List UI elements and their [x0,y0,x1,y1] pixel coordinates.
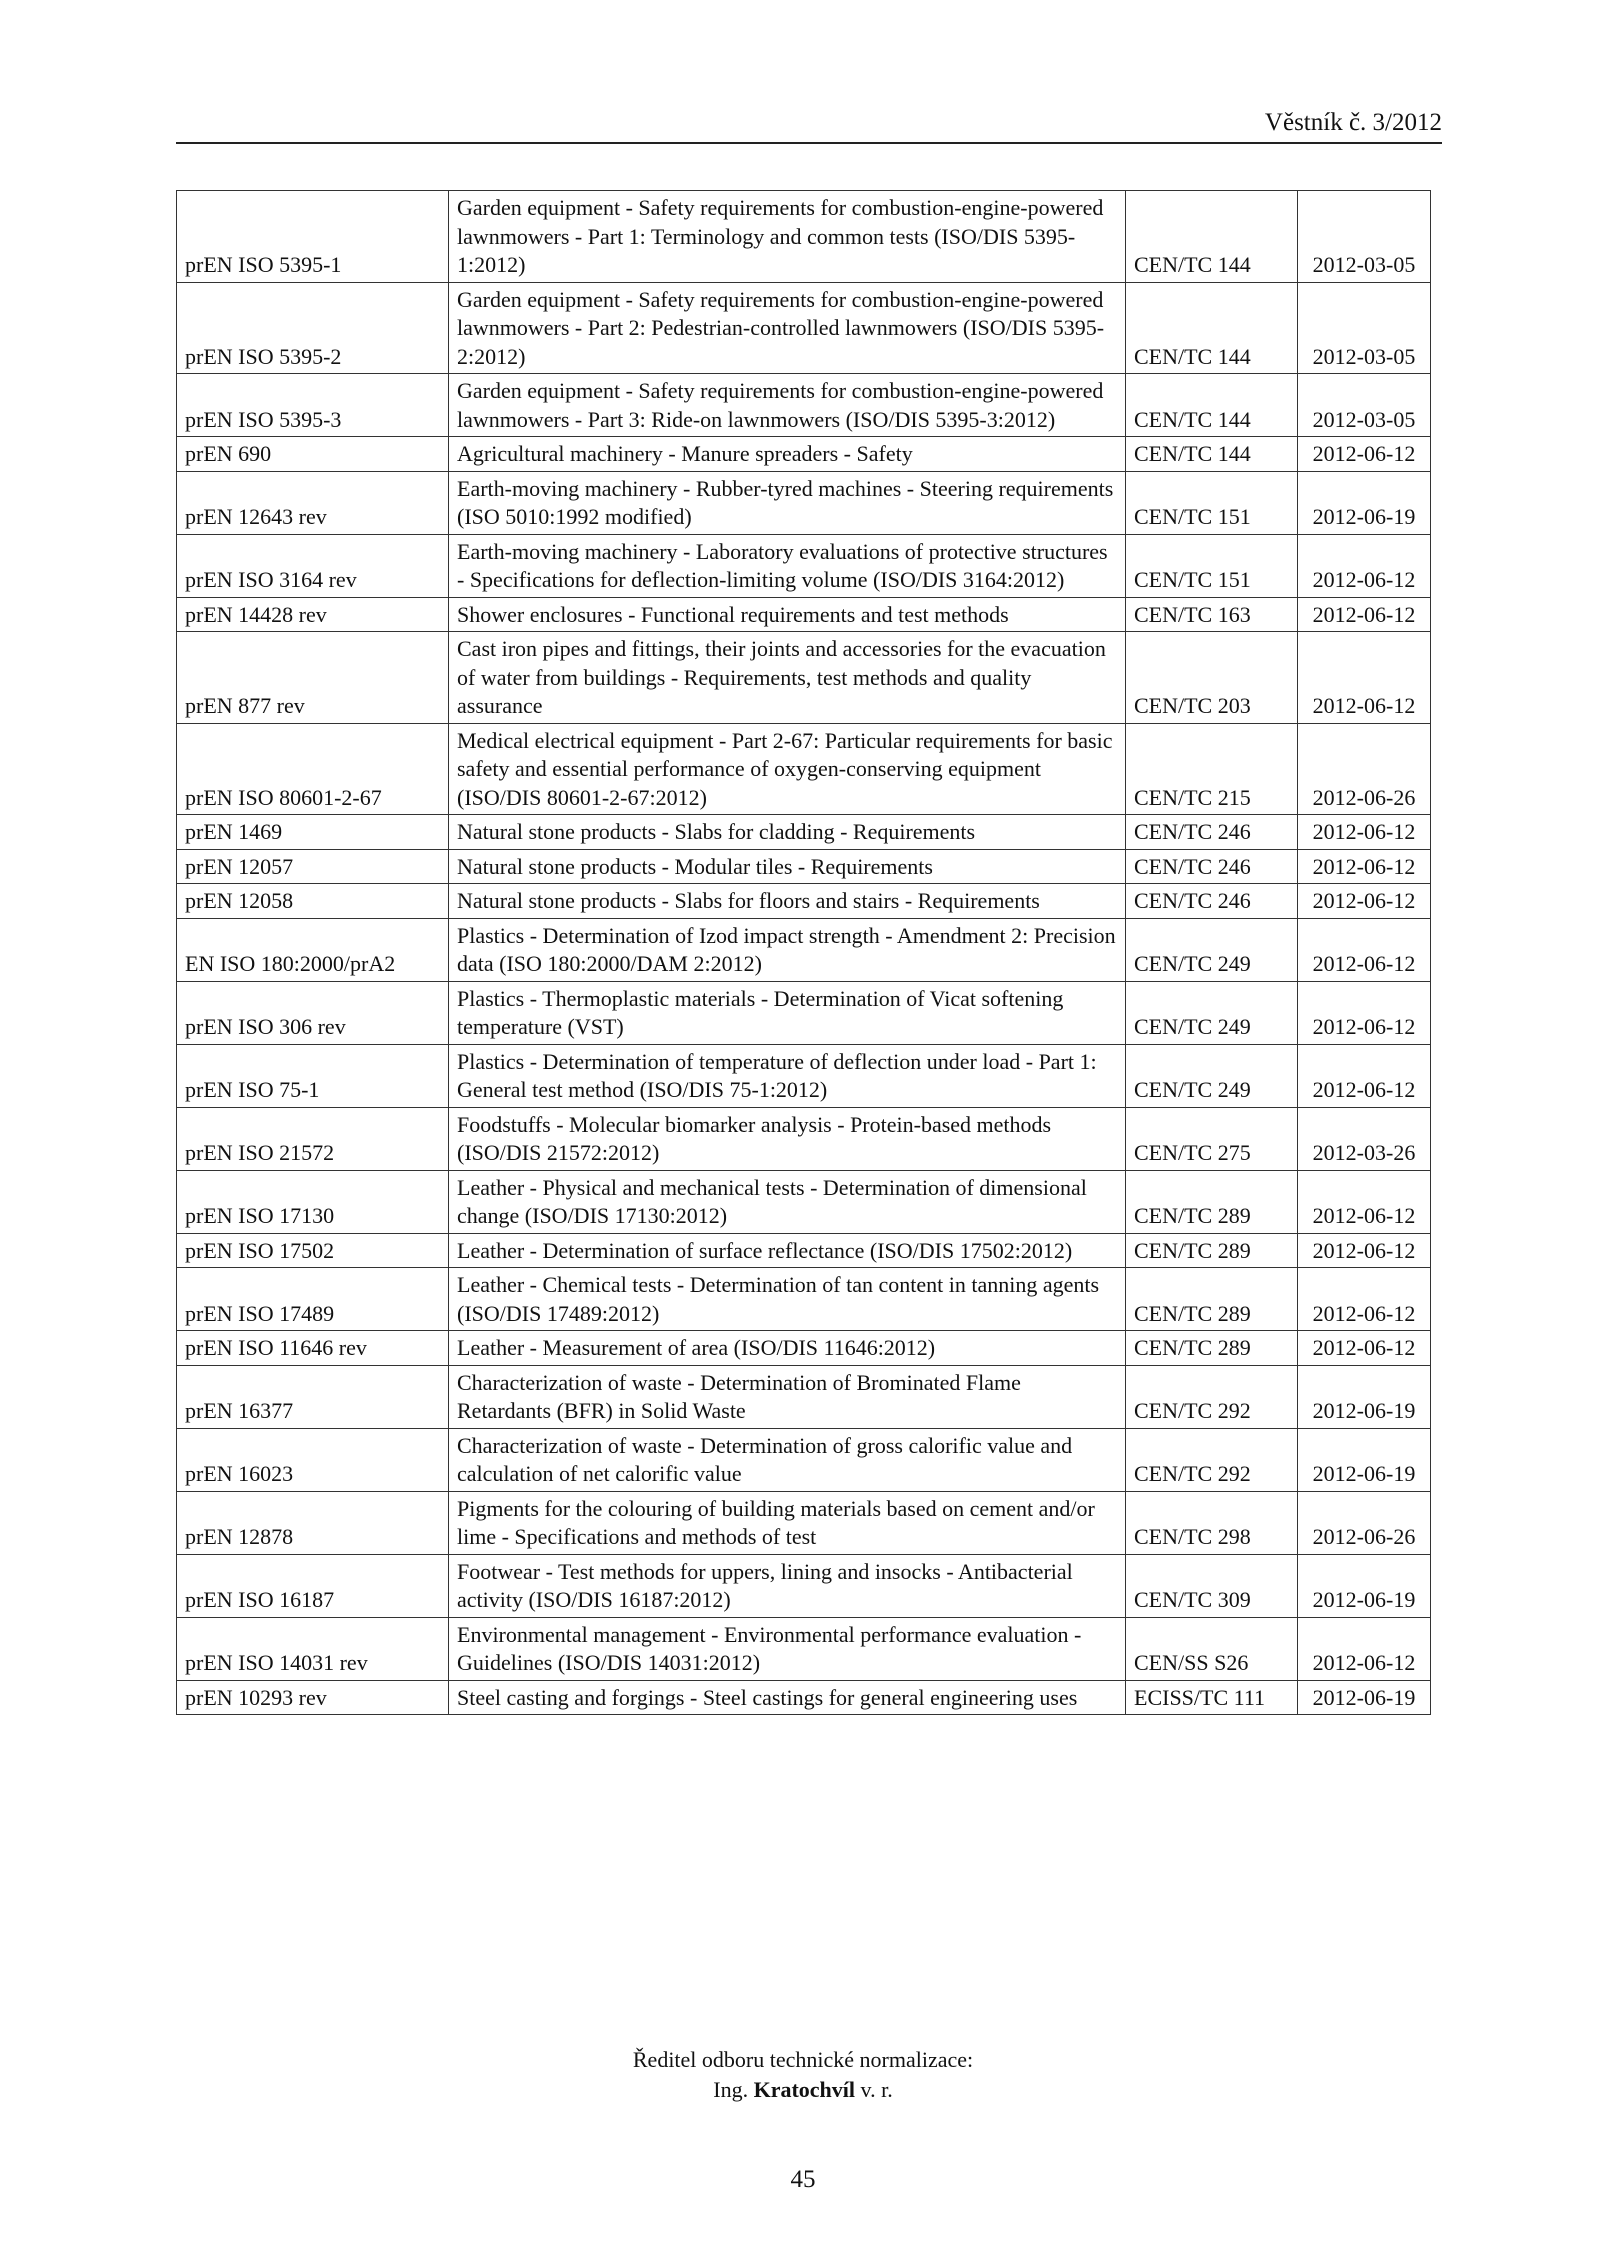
technical-committee-cell: CEN/TC 289 [1126,1331,1298,1366]
table-row [177,282,1431,374]
deadline-date-cell: 2012-06-12 [1298,981,1431,1044]
standard-code-cell: prEN 877 rev [177,632,449,724]
standard-title-cell: Plastics - Determination of Izod impact strength - Amendment 2: Precision data (ISO 180:2000/DAM 2:2012) [449,918,1126,981]
standard-code-cell: prEN 1469 [177,815,449,850]
technical-committee-cell: CEN/TC 151 [1126,534,1298,597]
table-row [177,534,1431,597]
deadline-date-cell: 2012-06-12 [1298,815,1431,850]
standard-title-cell: Plastics - Thermoplastic materials - Determination of Vicat softening temperature (VST) [449,981,1126,1044]
signature-surname: Kratochvíl [753,2077,856,2102]
deadline-date-cell: 2012-03-05 [1298,282,1431,374]
standard-title-cell: Garden equipment - Safety requirements for combustion-engine-powered lawnmowers - Part 3: Ride-on lawnmowers (ISO/DIS 5395-3:2012) [449,374,1126,437]
standard-title-cell: Leather - Determination of surface reflectance (ISO/DIS 17502:2012) [449,1233,1126,1268]
deadline-date-cell: 2012-06-12 [1298,534,1431,597]
deadline-date-cell: 2012-06-12 [1298,437,1431,472]
standard-code-cell: prEN 10293 rev [177,1680,449,1715]
table-row [177,723,1431,815]
standard-code-cell: prEN ISO 17502 [177,1233,449,1268]
page-header [176,108,1442,144]
table-row [177,191,1431,283]
deadline-date-cell: 2012-06-12 [1298,1268,1431,1331]
table-row [177,981,1431,1044]
table-row [177,1617,1431,1680]
standard-title-cell: Leather - Physical and mechanical tests - Determination of dimensional change (ISO/DIS 17130:2012) [449,1170,1126,1233]
table-row [177,1170,1431,1233]
technical-committee-cell: CEN/SS S26 [1126,1617,1298,1680]
deadline-date-cell: 2012-06-12 [1298,1331,1431,1366]
standard-title-cell: Natural stone products - Modular tiles - Requirements [449,849,1126,884]
table-row [177,471,1431,534]
technical-committee-cell: CEN/TC 246 [1126,884,1298,919]
deadline-date-cell: 2012-06-19 [1298,1428,1431,1491]
standard-code-cell: prEN ISO 5395-1 [177,191,449,283]
standard-code-cell: prEN ISO 16187 [177,1554,449,1617]
standard-title-cell: Medical electrical equipment - Part 2-67: Particular requirements for basic safety and essential performance of oxygen-conserving equipment (ISO/DIS 80601-2-67:2012) [449,723,1126,815]
deadline-date-cell: 2012-06-12 [1298,1233,1431,1268]
standard-code-cell: prEN 16023 [177,1428,449,1491]
standard-code-cell: prEN ISO 21572 [177,1107,449,1170]
table-row [177,632,1431,724]
technical-committee-cell: CEN/TC 289 [1126,1170,1298,1233]
standard-code-cell: EN ISO 180:2000/prA2 [177,918,449,981]
technical-committee-cell: CEN/TC 249 [1126,1044,1298,1107]
standard-title-cell: Pigments for the colouring of building materials based on cement and/or lime - Specifications and methods of test [449,1491,1126,1554]
table-row [177,1554,1431,1617]
table-row [177,1365,1431,1428]
standard-code-cell: prEN ISO 11646 rev [177,1331,449,1366]
standard-code-cell: prEN 12057 [177,849,449,884]
technical-committee-cell: CEN/TC 144 [1126,374,1298,437]
standard-title-cell: Garden equipment - Safety requirements for combustion-engine-powered lawnmowers - Part 1: Terminology and common tests (ISO/DIS 5395-1:2012) [449,191,1126,283]
technical-committee-cell: CEN/TC 151 [1126,471,1298,534]
deadline-date-cell: 2012-06-19 [1298,471,1431,534]
signature-prefix: Ing. [713,2077,749,2102]
deadline-date-cell: 2012-06-12 [1298,1617,1431,1680]
signature-suffix: v. r. [860,2077,893,2102]
standard-code-cell: prEN 12643 rev [177,471,449,534]
standard-code-cell: prEN 12878 [177,1491,449,1554]
standard-code-cell: prEN 16377 [177,1365,449,1428]
signature-name-line [176,2075,1430,2105]
deadline-date-cell: 2012-06-12 [1298,849,1431,884]
deadline-date-cell: 2012-06-19 [1298,1680,1431,1715]
deadline-date-cell: 2012-06-12 [1298,918,1431,981]
technical-committee-cell: CEN/TC 298 [1126,1491,1298,1554]
deadline-date-cell: 2012-06-12 [1298,1170,1431,1233]
table-row [177,1491,1431,1554]
deadline-date-cell: 2012-06-19 [1298,1554,1431,1617]
deadline-date-cell: 2012-06-12 [1298,884,1431,919]
standard-code-cell: prEN ISO 17489 [177,1268,449,1331]
deadline-date-cell: 2012-06-12 [1298,632,1431,724]
standard-title-cell: Plastics - Determination of temperature of deflection under load - Part 1: General test method (ISO/DIS 75-1:2012) [449,1044,1126,1107]
standard-code-cell: prEN ISO 17130 [177,1170,449,1233]
standard-title-cell: Steel casting and forgings - Steel castings for general engineering uses [449,1680,1126,1715]
technical-committee-cell: CEN/TC 163 [1126,597,1298,632]
technical-committee-cell: CEN/TC 289 [1126,1268,1298,1331]
table-row [177,374,1431,437]
deadline-date-cell: 2012-06-12 [1298,597,1431,632]
table-row [177,1268,1431,1331]
technical-committee-cell: CEN/TC 289 [1126,1233,1298,1268]
standard-code-cell: prEN ISO 3164 rev [177,534,449,597]
standard-title-cell: Characterization of waste - Determination of Brominated Flame Retardants (BFR) in Solid Waste [449,1365,1126,1428]
standard-title-cell: Cast iron pipes and fittings, their joints and accessories for the evacuation of water from buildings - Requirements, test methods and quality assurance [449,632,1126,724]
table-row [177,1331,1431,1366]
table-row [177,1428,1431,1491]
technical-committee-cell: CEN/TC 249 [1126,918,1298,981]
technical-committee-cell: CEN/TC 144 [1126,282,1298,374]
bulletin-title: Věstník č. 3/2012 [1264,109,1442,136]
standard-code-cell: prEN 690 [177,437,449,472]
standard-title-cell: Leather - Chemical tests - Determination of tan content in tanning agents (ISO/DIS 17489:2012) [449,1268,1126,1331]
deadline-date-cell: 2012-03-05 [1298,191,1431,283]
standard-title-cell: Earth-moving machinery - Rubber-tyred machines - Steering requirements (ISO 5010:1992 modified) [449,471,1126,534]
standard-title-cell: Agricultural machinery - Manure spreaders - Safety [449,437,1126,472]
technical-committee-cell: CEN/TC 246 [1126,849,1298,884]
standard-code-cell: prEN ISO 14031 rev [177,1617,449,1680]
signature-block [176,2045,1430,2105]
table-row [177,884,1431,919]
table-row [177,849,1431,884]
technical-committee-cell: CEN/TC 275 [1126,1107,1298,1170]
standards-table-body [177,191,1431,1715]
standard-code-cell: prEN ISO 5395-2 [177,282,449,374]
technical-committee-cell: CEN/TC 144 [1126,437,1298,472]
table-row [177,1233,1431,1268]
standard-code-cell: prEN ISO 5395-3 [177,374,449,437]
deadline-date-cell: 2012-06-12 [1298,1044,1431,1107]
technical-committee-cell: CEN/TC 215 [1126,723,1298,815]
technical-committee-cell: CEN/TC 249 [1126,981,1298,1044]
table-row [177,1680,1431,1715]
technical-committee-cell: CEN/TC 246 [1126,815,1298,850]
technical-committee-cell: CEN/TC 292 [1126,1428,1298,1491]
standard-code-cell: prEN ISO 306 rev [177,981,449,1044]
standard-title-cell: Characterization of waste - Determination of gross calorific value and calculation of net calorific value [449,1428,1126,1491]
table-row [177,815,1431,850]
page-number: 45 [790,2166,816,2193]
standard-title-cell: Garden equipment - Safety requirements for combustion-engine-powered lawnmowers - Part 2: Pedestrian-controlled lawnmowers (ISO/DIS 5395-2:2012) [449,282,1126,374]
table-row [177,1107,1431,1170]
technical-committee-cell: ECISS/TC 111 [1126,1680,1298,1715]
deadline-date-cell: 2012-03-05 [1298,374,1431,437]
standard-title-cell: Leather - Measurement of area (ISO/DIS 11646:2012) [449,1331,1126,1366]
standards-table [176,190,1431,1715]
standard-code-cell: prEN ISO 80601-2-67 [177,723,449,815]
deadline-date-cell: 2012-06-26 [1298,723,1431,815]
table-row [177,918,1431,981]
technical-committee-cell: CEN/TC 309 [1126,1554,1298,1617]
deadline-date-cell: 2012-03-26 [1298,1107,1431,1170]
standard-code-cell: prEN 12058 [177,884,449,919]
table-row [177,437,1431,472]
technical-committee-cell: CEN/TC 144 [1126,191,1298,283]
table-row [177,1044,1431,1107]
standard-title-cell: Natural stone products - Slabs for floors and stairs - Requirements [449,884,1126,919]
deadline-date-cell: 2012-06-19 [1298,1365,1431,1428]
table-row [177,597,1431,632]
deadline-date-cell: 2012-06-26 [1298,1491,1431,1554]
standard-title-cell: Foodstuffs - Molecular biomarker analysis - Protein-based methods (ISO/DIS 21572:2012) [449,1107,1126,1170]
standard-code-cell: prEN ISO 75-1 [177,1044,449,1107]
standard-title-cell: Footwear - Test methods for uppers, lining and insocks - Antibacterial activity (ISO/DIS 16187:2012) [449,1554,1126,1617]
standard-title-cell: Environmental management - Environmental performance evaluation - Guidelines (ISO/DIS 14031:2012) [449,1617,1126,1680]
standard-title-cell: Natural stone products - Slabs for cladding - Requirements [449,815,1126,850]
standard-title-cell: Shower enclosures - Functional requirements and test methods [449,597,1126,632]
technical-committee-cell: CEN/TC 203 [1126,632,1298,724]
technical-committee-cell: CEN/TC 292 [1126,1365,1298,1428]
signature-role: Ředitel odboru technické normalizace: [632,2047,974,2072]
standard-title-cell: Earth-moving machinery - Laboratory evaluations of protective structures - Specifications for deflection-limiting volume (ISO/DIS 3164:2012) [449,534,1126,597]
standard-code-cell: prEN 14428 rev [177,597,449,632]
